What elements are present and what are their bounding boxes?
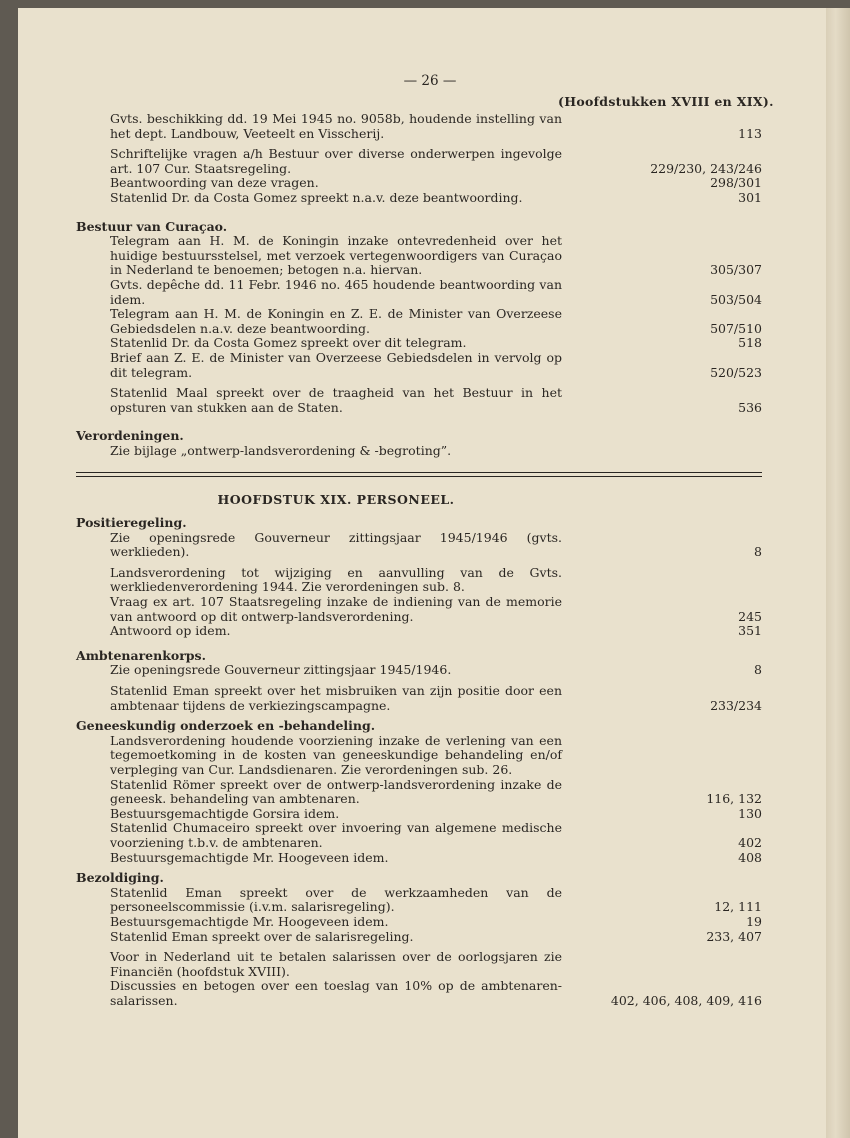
index-entry: Landsverordening houdende voorziening inzake de verlening van een tegemoetkoming in de kosten van geneeskundige behandeling en/of verpleging van Cur. Landsdienaren. Zie verordeningen sub. 26. xyxy=(110,732,562,777)
geneeskundig-entries xyxy=(76,734,762,865)
index-entry: Zie bijlage „ontwerp-landsverordening & -begroting”. xyxy=(110,442,452,458)
section-divider xyxy=(76,472,762,477)
index-entry: Zie openingsrede Gouverneur zittingsjaar 1945/1946 (gvts. werklieden). 8 xyxy=(110,529,762,560)
index-entry: Statenlid Römer spreekt over de ontwerp-landsverordening inzake de geneesk. behandeling van ambtenaren. 116, 132 xyxy=(110,776,762,807)
index-entry: Voor in Nederland uit te betalen salarissen over de oorlogsjaren zie Financiën (hoofdstuk XVIII). xyxy=(110,949,562,979)
index-entry: Zie openingsrede Gouverneur zittingsjaar 1945/1946. 8 xyxy=(110,662,762,678)
section-title-positieregeling: Positieregeling. xyxy=(76,515,187,531)
running-head: (Hoofdstukken XVIII en XIX). xyxy=(558,94,774,109)
index-entry: Telegram aan H. M. de Koningin en Z. E. de Minister van Overzeese Gebiedsdelen n.a.v. deze beantwoording. 507/510 xyxy=(110,306,762,336)
index-entry: Antwoord op idem. 351 xyxy=(110,623,762,639)
section-title-bestuur: Bestuur van Curaçao. xyxy=(76,218,228,234)
index-content xyxy=(76,112,762,1008)
index-entry: Brief aan Z. E. de Minister van Overzeese Gebiedsdelen in vervolg op dit telegram. 520/523 xyxy=(110,349,762,380)
section-title-ambtenarenkorps: Ambtenarenkorps. xyxy=(76,647,206,663)
index-entry: Landsverordening tot wijziging en aanvulling van de Gvts. werkliedenverordening 1944. Zie verordeningen sub. 8. xyxy=(110,564,562,595)
page-edge xyxy=(826,8,850,1138)
positieregeling-entries xyxy=(76,531,762,639)
section-title-geneeskundig: Geneeskundig onderzoek en -behandeling. xyxy=(76,718,376,734)
top-entries xyxy=(76,112,762,206)
section-title-verordeningen: Verordeningen. xyxy=(76,428,184,444)
index-entry: Statenlid Eman spreekt over de werkzaamheden van de personeelscommissie (i.v.m. salarisregeling). 12, 111 xyxy=(110,884,762,915)
index-entry: Schriftelijke vragen a/h Bestuur over diverse onderwerpen ingevolge art. 107 Cur. Staatsregeling. 229/230, 243/246 xyxy=(110,146,762,176)
index-entry: Statenlid Dr. da Costa Gomez spreekt over dit telegram. 518 xyxy=(110,335,762,351)
index-entry: Statenlid Eman spreekt over het misbruiken van zijn positie door een ambtenaar tijdens de verkiezingscampagne. 233/234 xyxy=(110,683,762,713)
page-number: — 26 — xyxy=(403,73,457,89)
index-entry: Statenlid Eman spreekt over de salarisregeling. 233, 407 xyxy=(110,928,762,944)
ambtenarenkorps-entries xyxy=(76,663,762,713)
index-entry: Gvts. depêche dd. 11 Febr. 1946 no. 465 houdende beantwoording van idem. 503/504 xyxy=(110,276,762,307)
chapter-title: HOOFDSTUK XIX. PERSONEEL. xyxy=(217,492,455,508)
index-entry: Statenlid Chumaceiro spreekt over invoering van algemene medische voorziening t.b.v. de ambtenaren. 402 xyxy=(110,820,762,850)
index-entry: Telegram aan H. M. de Koningin inzake ontevredenheid over het huidige bestuursstelsel, met verzoek vertegenwoordigers van Curaçao in Nederland te benoemen; betogen n.a. hiervan. 305/307 xyxy=(110,233,762,278)
index-entry: Vraag ex art. 107 Staatsregeling inzake de indiening van de memorie van antwoord op dit ontwerp-landsverordening. 245 xyxy=(110,594,762,624)
section-title-bezoldiging: Bezoldiging. xyxy=(76,870,164,886)
bestuur-entries xyxy=(76,234,762,415)
index-entry: Gvts. beschikking dd. 19 Mei 1945 no. 9058b, houdende instelling van het dept. Landbouw, Veeteelt en Visscherij. 113 xyxy=(110,111,762,141)
index-entry: Bestuursgemachtigde Mr. Hoogeveen idem. 408 xyxy=(110,849,762,865)
index-entry: Beantwoording van deze vragen. 298/301 xyxy=(110,175,762,191)
index-entry: Statenlid Dr. da Costa Gomez spreekt n.a.v. deze beantwoording. 301 xyxy=(110,189,762,205)
index-entry: Statenlid Maal spreekt over de traagheid van het Bestuur in het opsturen van stukken aan de Staten. 536 xyxy=(110,385,762,415)
index-entry: Bestuursgemachtigde Mr. Hoogeveen idem. 19 xyxy=(110,913,762,929)
bezoldiging-entries xyxy=(76,886,762,1009)
index-entry: Discussies en betogen over een toeslag van 10% op de ambtenaren-salarissen. 402, 406, 408, 409, 416 xyxy=(110,978,762,1008)
index-entry: Bestuursgemachtigde Gorsira idem. 130 xyxy=(110,805,762,821)
